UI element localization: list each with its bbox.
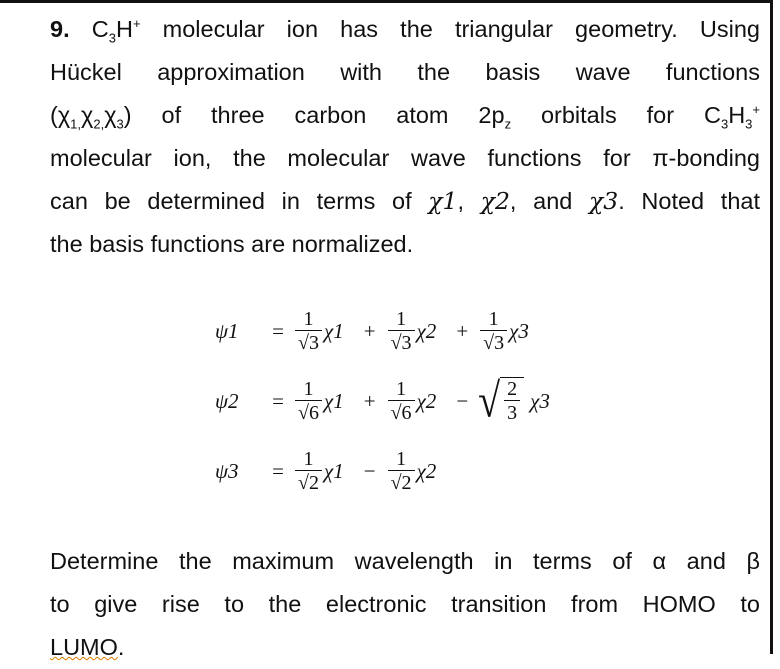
question-line-3: LUMO.	[50, 634, 125, 660]
problem-paragraph-2	[50, 540, 760, 669]
line-4: molecular ion, the molecular wave functions for π-bonding	[50, 145, 760, 171]
wavefunction-equations	[215, 296, 635, 526]
problem-paragraph-1	[50, 8, 760, 266]
line-6: the basis functions are normalized.	[50, 231, 414, 257]
line-5: can be determined in terms of χ1, χ2, and χ3. Noted that	[50, 187, 761, 215]
question-line-1: Determine the maximum wavelength in terms of α and β	[50, 548, 760, 574]
problem-number: 9.	[50, 16, 70, 42]
equation-psi2: ψ2 = $\frac{1}{√6}$ χ1 + $\frac{1}{√6}$ χ2 − √ $\frac{2}{3}$ χ3	[215, 373, 550, 428]
equation-psi3: ψ3 = $\frac{1}{√2}$ χ1 − $\frac{1}{√2}$ χ2	[215, 447, 437, 494]
line-3: $(\chi_{1,}\chi_{2,}\chi_3)$ of three carbon atom $2p_z$ orbitals for $C_3H_3^+$	[50, 102, 760, 132]
line-1: 9. $C_3H_+$ molecular ion has the triangular geometry. Using	[50, 16, 761, 46]
equation-psi1: ψ1 = $\frac{1}{√3}$ χ1 + $\frac{1}{√3}$ χ2 + $\frac{1}{√3}$ χ3	[215, 307, 529, 354]
line-2: Hückel approximation with the basis wave functions	[50, 59, 760, 85]
question-line-2: to give rise to the electronic transition from HOMO to	[50, 591, 760, 617]
